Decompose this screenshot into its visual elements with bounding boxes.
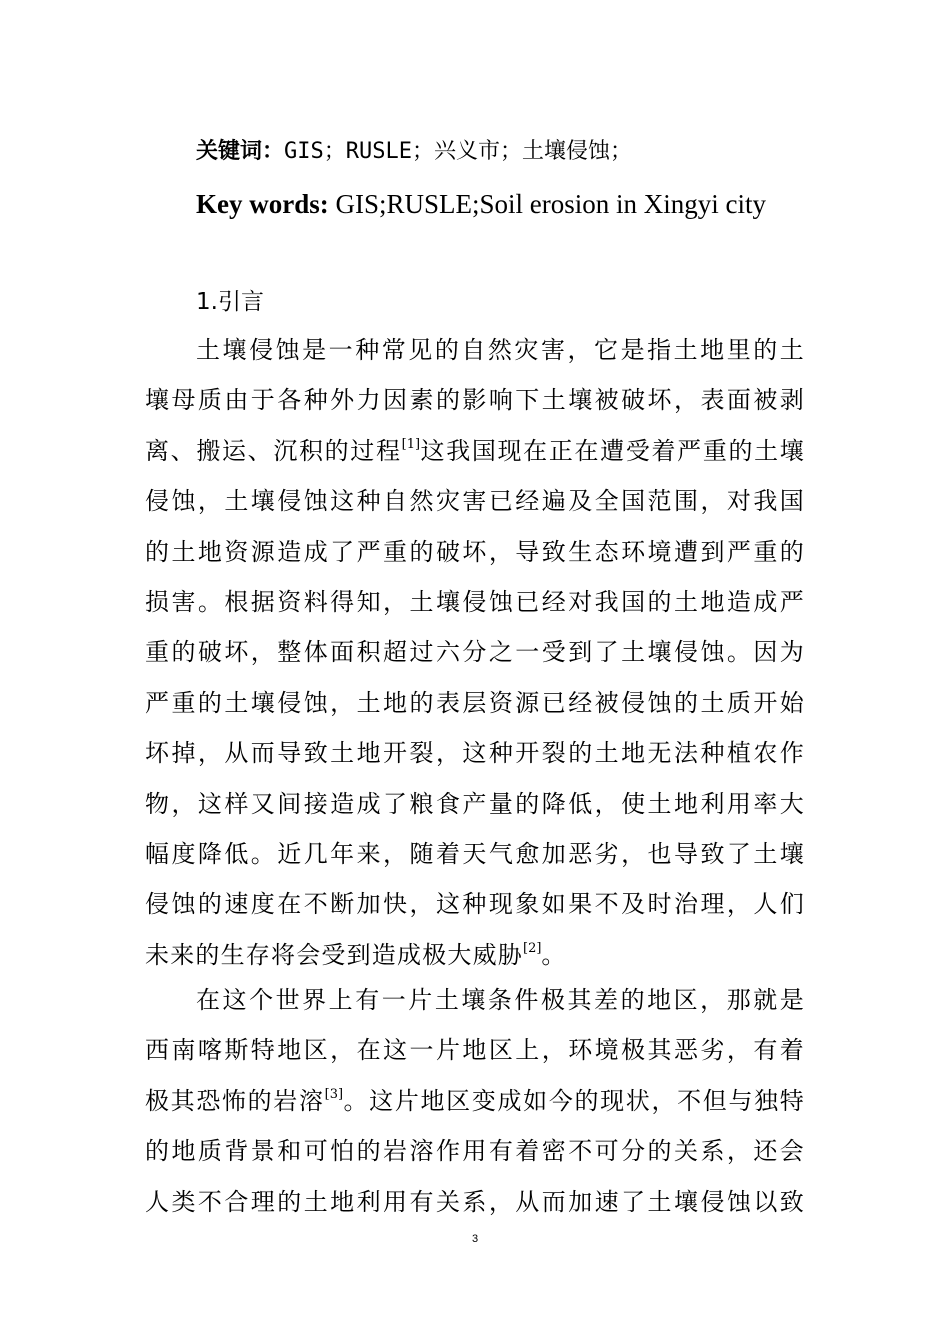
paragraph-line: 损害。根据资料得知，土壤侵蚀已经对我国的土地造成严 <box>145 587 805 616</box>
page-number: 3 <box>471 1233 479 1245</box>
paragraph-line: 壤母质由于各种外力因素的影响下土壤被破坏，表面被剥 <box>145 386 805 415</box>
paragraph-introduction <box>145 325 805 980</box>
keywords-english <box>145 180 805 228</box>
paragraph-line: 侵蚀的速度在不断加快，这种现象如果不及时治理，人们 <box>145 890 805 919</box>
paragraph-line: 西南喀斯特地区，在这一片地区上，环境极其恶劣，有着 <box>145 1036 805 1065</box>
paragraph-line-text: 。 <box>541 940 567 969</box>
paragraph-line: 物，这样又间接造成了粮食产量的降低，使土地利用率大 <box>145 789 805 818</box>
paragraph-line: 在这个世界上有一片土壤条件极其差的地区，那就是 <box>196 986 805 1014</box>
paragraph-line: 侵蚀，土壤侵蚀这种自然灾害已经遍及全国范围，对我国 <box>145 487 805 516</box>
paragraph-line-text: 这我国现在正在遭受着严重的土壤 <box>420 436 806 465</box>
paragraph-line-text: 。这片地区变成如今的现状，不但与独特 <box>343 1086 805 1115</box>
paragraph-line: 土壤侵蚀是一种常见的自然灾害，它是指土地里的土 <box>196 336 805 364</box>
paragraph-karst <box>145 975 805 1227</box>
paragraph-line: 人类不合理的土地利用有关系，从而加速了土壤侵蚀以致 <box>145 1187 805 1216</box>
paragraph-line: 的土地资源造成了严重的破坏，导致生态环境遭到严重的 <box>145 537 805 566</box>
keywords-en-label: Key words: <box>196 189 329 219</box>
paragraph-line-text: 离、搬运、沉积的过程 <box>145 436 402 465</box>
paragraph-line: 的地质背景和可怕的岩溶作用有着密不可分的关系，还会 <box>145 1137 805 1166</box>
keywords-cn-label: 关键词： <box>196 139 285 164</box>
citation-3: [3] <box>324 1086 344 1102</box>
keywords-chinese <box>196 136 836 168</box>
paragraph-line: 幅度降低。近几年来，随着天气愈加恶劣，也导致了土壤 <box>145 839 805 868</box>
citation-2: [2] <box>523 940 542 956</box>
paragraph-line <box>145 1076 805 1126</box>
keywords-en-text: GIS;RUSLE;Soil erosion in Xingyi city <box>328 189 766 219</box>
paragraph-line: 严重的土壤侵蚀，土地的表层资源已经被侵蚀的土质开始 <box>145 688 805 717</box>
paragraph-line: 坏掉，从而导致土地开裂，这种开裂的土地无法种植农作 <box>145 739 805 768</box>
paragraph-line <box>145 930 805 980</box>
paragraph-line-text: 极其恐怖的岩溶 <box>145 1086 325 1115</box>
section-heading: 1.引言 <box>196 289 264 315</box>
keywords-cn-text: GIS；RUSLE；兴义市；土壤侵蚀； <box>284 139 632 164</box>
citation-1: [1] <box>401 436 421 452</box>
paragraph-line-text: 未来的生存将会受到造成极大威胁 <box>145 940 523 969</box>
paragraph-line <box>145 426 805 476</box>
paragraph-line: 重的破坏，整体面积超过六分之一受到了土壤侵蚀。因为 <box>145 638 805 667</box>
